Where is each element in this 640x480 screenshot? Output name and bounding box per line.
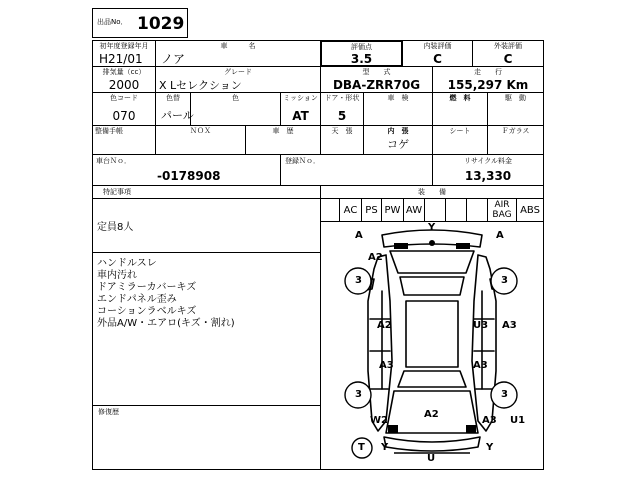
left-taillight [388, 425, 398, 433]
exterior-grade-label: 外装評価 [494, 42, 522, 50]
equipment-empty-1 [424, 198, 446, 222]
damage-bottom-y-right: Y [486, 442, 494, 453]
equipment-abs [516, 198, 544, 222]
interior-grade-value: C [433, 52, 442, 66]
damage-hood-left: A2 [368, 252, 383, 263]
exterior-grade-cell [472, 40, 544, 67]
seat-label: シート [449, 127, 471, 135]
recycle-label: リサイクル料金 [463, 157, 513, 165]
damage-right-front-door: U3 [473, 320, 489, 331]
recycle-cell [432, 154, 544, 186]
right-taillight [466, 425, 476, 433]
listing-number-box [92, 8, 188, 38]
type-value: DBA-ZRR70G [332, 78, 421, 92]
equipment-blank [320, 198, 340, 222]
mission-cell [280, 92, 321, 126]
damage-tire-rl: 3 [355, 389, 362, 400]
damage-front-center: Y [428, 222, 436, 233]
model-value: ノア [161, 52, 186, 66]
repair-history-label: 修復歴 [98, 408, 119, 416]
score-label: 評価点 [351, 43, 372, 51]
shade-label: 色替 [166, 94, 180, 102]
door-value: 5 [337, 109, 347, 123]
interior-lining-value: コゲ [387, 138, 409, 151]
damage-right-rear-door: A3 [473, 360, 488, 371]
equipment-aw-label: AW [405, 205, 423, 216]
equipment-empty-2 [445, 198, 467, 222]
grade-label: グレード [224, 68, 252, 76]
windshield-outline [400, 277, 464, 295]
chassis-label: 車台Ｎｏ． [96, 157, 131, 165]
grade-value: X Lセレクション [159, 79, 242, 92]
inspection-cell [363, 92, 433, 126]
damage-tire-rr: 3 [501, 389, 508, 400]
notes-divider [92, 252, 321, 253]
maintenance-cell [92, 125, 156, 155]
score-cell [320, 40, 403, 67]
mileage-cell [432, 66, 544, 93]
right-headlight [456, 243, 470, 249]
sunroof-label: 天 張 [331, 127, 353, 135]
equipment-airbag-label: AIR BAG [492, 200, 512, 220]
sunroof-cell [320, 125, 364, 155]
drive-label: 駆 動 [505, 94, 526, 102]
equipment-airbag [487, 198, 517, 222]
glass-label: Ｆガラス [501, 127, 530, 135]
damage-right-rear-a: A3 [482, 415, 497, 426]
listing-number: 1029 [137, 14, 185, 34]
equipment-ps [361, 198, 382, 222]
nox-cell [155, 125, 246, 155]
first-reg-cell [92, 40, 156, 67]
door-label: ドア・形状 [324, 94, 360, 102]
car-damage-diagram [320, 221, 544, 470]
note-item: ドアミラーカバーキズ [97, 282, 197, 293]
seat-cell [432, 125, 488, 155]
damage-left-front-door: A2 [377, 320, 392, 331]
equipment-ac-label: AC [343, 205, 358, 216]
equipment-ps-label: PS [365, 205, 378, 216]
roof-outline [406, 301, 458, 367]
damage-right-front-fender: A3 [502, 320, 517, 331]
front-emblem [429, 240, 435, 246]
color-code-value: 070 [112, 109, 136, 123]
registration-label: 登録Ｎｏ． [285, 157, 320, 165]
registration-cell [280, 154, 433, 186]
damage-bottom-y-left: Y [381, 442, 389, 453]
type-cell [320, 66, 433, 93]
damage-left-rear: W2 [370, 415, 388, 426]
equipment-pw-label: PW [384, 205, 401, 216]
equipment-aw [403, 198, 425, 222]
equipment-abs-label: ABS [520, 205, 540, 216]
chassis-value: -0178908 [157, 169, 221, 183]
damage-bottom-u: U [427, 453, 436, 464]
damage-tire-fl: 3 [355, 275, 362, 286]
mission-label: ミッション [283, 94, 318, 102]
interior-grade-cell [402, 40, 473, 67]
score-value: 3.5 [350, 52, 373, 66]
recycle-value: 13,330 [464, 169, 512, 183]
equipment-label: 装 備 [418, 188, 446, 196]
damage-front-right: A [496, 230, 504, 241]
grade-cell [155, 66, 321, 93]
first-reg-value: H21/01 [99, 52, 143, 66]
history-label: 車 歴 [272, 127, 294, 135]
mission-value: AT [292, 109, 309, 123]
color-label: 色 [232, 94, 239, 102]
capacity-note: 定員8人 [97, 222, 134, 233]
damage-front-left: A [355, 230, 363, 241]
note-item: エンドパネル歪み [97, 294, 177, 305]
exterior-grade-value: C [503, 52, 513, 66]
model-cell [155, 40, 321, 67]
chassis-cell [92, 154, 281, 186]
note-item: 外品A/W・エアロ(キズ・割れ) [97, 318, 235, 329]
rear-window-outline [398, 371, 466, 387]
nox-label: ＮＯＸ [190, 127, 211, 135]
color-code-cell [92, 92, 156, 126]
drive-cell [487, 92, 544, 126]
displacement-cell [92, 66, 156, 93]
color-code-label: 色コード [110, 94, 138, 102]
color-value: パール [161, 109, 194, 122]
door-cell [320, 92, 364, 126]
glass-cell [487, 125, 544, 155]
mileage-value: 155,297 Km [447, 78, 529, 92]
listing-number-label: 出品No． [97, 18, 128, 26]
interior-grade-label: 内装評価 [423, 42, 452, 50]
model-label: 車 名 [220, 42, 256, 50]
equipment-ac [339, 198, 362, 222]
hood-outline [390, 251, 474, 273]
note-item: ハンドルスレ [97, 258, 157, 269]
equipment-header [320, 185, 544, 199]
damage-tailgate: A2 [424, 409, 439, 420]
left-headlight [394, 243, 408, 249]
mileage-label: 走 行 [474, 68, 502, 76]
fuel-cell [432, 92, 488, 126]
damage-bottom-t: T [358, 442, 365, 453]
inspection-label: 車 検 [387, 94, 409, 102]
displacement-value: 2000 [108, 78, 140, 92]
displacement-label: 排気量（cc） [102, 68, 146, 76]
note-item: コーションラベルキズ [97, 306, 197, 317]
equipment-pw [381, 198, 404, 222]
interior-lining-label: 内 張 [387, 127, 409, 135]
damage-left-rear-door: A3 [379, 360, 394, 371]
type-label: 型 式 [362, 68, 391, 76]
damage-tire-fr: 3 [501, 275, 508, 286]
note-item: 車内汚れ [97, 270, 137, 281]
fuel-label: 燃 料 [449, 94, 471, 102]
maintenance-label: 整備手帳 [95, 127, 123, 135]
notes-label: 特記事項 [103, 188, 131, 196]
first-reg-label: 初年度登録年月 [99, 42, 149, 50]
rear-bumper-outline [384, 437, 480, 451]
damage-right-rear-u: U1 [510, 415, 526, 426]
repair-history-cell [92, 405, 321, 470]
notes-header [92, 185, 321, 199]
interior-lining-cell [363, 125, 433, 155]
equipment-empty-3 [466, 198, 488, 222]
history-cell [245, 125, 321, 155]
